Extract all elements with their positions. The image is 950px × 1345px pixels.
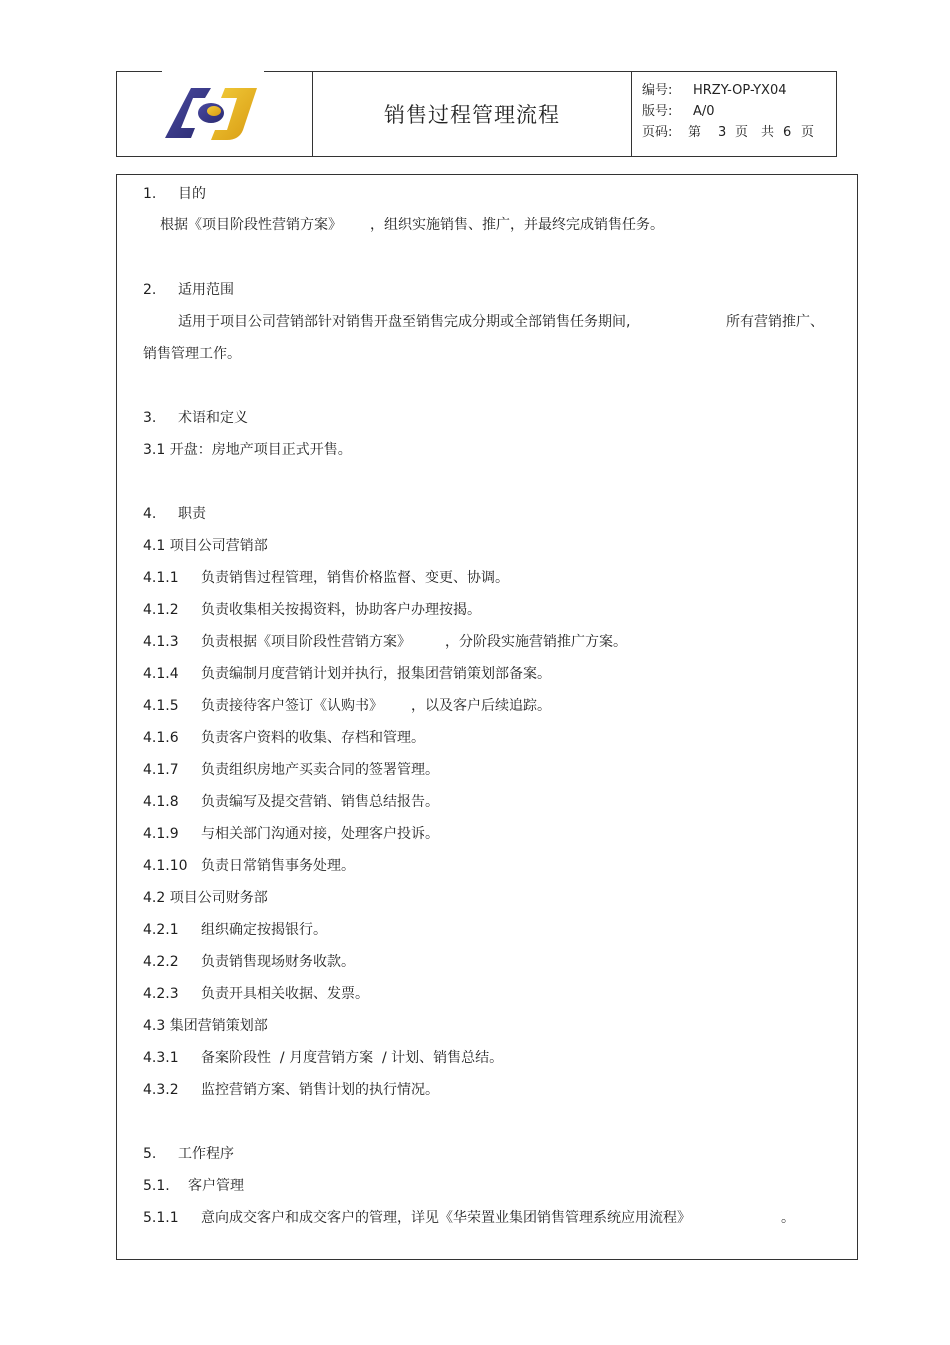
- paragraph-text: 根据《项目阶段性营销方案》: [160, 217, 342, 233]
- section-5-heading: [143, 1145, 234, 1163]
- item-text: 负责销售现场财务收款。: [201, 954, 355, 970]
- item-text: 负责收集相关按揭资料，协助客户办理按揭。: [201, 602, 481, 618]
- list-item: [143, 601, 481, 619]
- section-number: 5.: [143, 1146, 157, 1162]
- item-number: 4.2.3: [143, 986, 179, 1002]
- section-number: 3.: [143, 410, 157, 426]
- section-number: 2.: [143, 282, 157, 298]
- item-number: 4.1.6: [143, 730, 179, 746]
- list-item: [143, 857, 355, 875]
- item-text: 负责日常销售事务处理。: [201, 858, 355, 874]
- list-item: [143, 921, 327, 939]
- list-item: [143, 697, 551, 715]
- item-text: 负责根据《项目阶段性营销方案》: [201, 634, 411, 650]
- list-item: [143, 729, 425, 747]
- item-number: 4.2.2: [143, 954, 179, 970]
- page-prefix: 第: [688, 125, 702, 140]
- section-number: 1.: [143, 186, 157, 202]
- section-4-1: 4.1 项目公司营销部: [143, 538, 268, 554]
- company-logo-icon: [159, 82, 269, 148]
- item-text: 备案阶段性 / 月度营销方案 / 计划、销售总结。: [201, 1050, 504, 1066]
- doc-number-value: HRZY-OP-YX04: [693, 83, 787, 98]
- section-title: 术语和定义: [178, 410, 248, 426]
- version-row: [642, 101, 836, 122]
- section-title: 职责: [178, 506, 206, 522]
- section-title: 工作程序: [178, 1146, 234, 1162]
- section-title: 目的: [178, 186, 206, 202]
- section-1-heading: [143, 185, 206, 203]
- section-number: 4.: [143, 506, 157, 522]
- document-title: 销售过程管理流程: [313, 72, 632, 156]
- item-text: 负责客户资料的收集、存档和管理。: [201, 730, 425, 746]
- item-number: 5.1.1: [143, 1210, 179, 1226]
- item-number: 4.3.2: [143, 1082, 179, 1098]
- item-text: 与相关部门沟通对接，处理客户投诉。: [201, 826, 439, 842]
- item-text: ，分阶段实施营销推广方案。: [445, 634, 627, 650]
- section-2-paragraph: [178, 313, 824, 331]
- section-1-paragraph: [160, 216, 664, 234]
- list-item: [143, 1209, 795, 1227]
- item-number: 4.1.7: [143, 762, 179, 778]
- section-4-2: 4.2 项目公司财务部: [143, 890, 268, 906]
- document-header: [116, 71, 837, 157]
- version-label: 版号:: [642, 104, 673, 119]
- list-item: [143, 633, 627, 651]
- item-number: 5.1.: [143, 1178, 170, 1194]
- section-3-1: 3.1 开盘：房地产项目正式开售。: [143, 442, 352, 458]
- item-number: 4.1.2: [143, 602, 179, 618]
- page-label: 页码:: [642, 125, 673, 140]
- header-border-gap: [162, 70, 264, 74]
- item-text: 监控营销方案、销售计划的执行情况。: [201, 1082, 439, 1098]
- item-number: 4.1.8: [143, 794, 179, 810]
- item-text: 。: [781, 1210, 795, 1226]
- paragraph-text: ，组织实施销售、推广，并最终完成销售任务。: [370, 217, 664, 233]
- section-title: 适用范围: [178, 282, 234, 298]
- item-number: 4.1.9: [143, 826, 179, 842]
- paragraph-text: 适用于项目公司营销部针对销售开盘至销售完成分期或全部销售任务期间,: [178, 314, 631, 330]
- item-number: 4.3.1: [143, 1050, 179, 1066]
- section-4-3: 4.3 集团营销策划部: [143, 1018, 268, 1034]
- item-number: 4.1.10: [143, 858, 188, 874]
- page-number-row: [642, 122, 836, 143]
- list-item: [143, 825, 439, 843]
- item-number: 4.1.1: [143, 570, 179, 586]
- page-total: 6: [783, 125, 792, 140]
- list-item: [143, 953, 355, 971]
- list-item: [143, 665, 551, 683]
- list-item: [143, 985, 369, 1003]
- item-text: 客户管理: [188, 1178, 244, 1194]
- list-item: [143, 793, 439, 811]
- item-text: 负责编写及提交营销、销售总结报告。: [201, 794, 439, 810]
- item-text: 负责销售过程管理，销售价格监督、变更、协调。: [201, 570, 509, 586]
- page-current: 3: [718, 125, 727, 140]
- document-meta: [632, 72, 836, 156]
- page-total-word: 共: [761, 125, 775, 140]
- section-2-heading: [143, 281, 234, 299]
- logo-cell: [117, 72, 313, 156]
- section-4-heading: [143, 505, 206, 523]
- item-text: ，以及客户后续追踪。: [411, 698, 551, 714]
- section-5-1: [143, 1177, 244, 1195]
- item-text: 负责开具相关收据、发票。: [201, 986, 369, 1002]
- item-text: 意向成交客户和成交客户的管理，详见《华荣置业集团销售管理系统应用流程》: [201, 1210, 691, 1226]
- item-text: 组织确定按揭银行。: [201, 922, 327, 938]
- page-suffix: 页: [801, 125, 815, 140]
- doc-number-row: [642, 80, 836, 101]
- list-item: [143, 761, 439, 779]
- doc-number-label: 编号:: [642, 83, 673, 98]
- item-number: 4.2.1: [143, 922, 179, 938]
- item-number: 4.1.3: [143, 634, 179, 650]
- section-3-heading: [143, 409, 248, 427]
- list-item: [143, 1081, 439, 1099]
- section-2-paragraph-cont: 销售管理工作。: [143, 346, 241, 362]
- item-number: 4.1.5: [143, 698, 179, 714]
- item-text: 负责接待客户签订《认购书》: [201, 698, 383, 714]
- page-word: 页: [735, 125, 749, 140]
- paragraph-text: 所有营销推广、: [726, 314, 824, 330]
- version-value: A/0: [693, 104, 715, 119]
- document-body: [116, 174, 858, 1260]
- list-item: [143, 569, 509, 587]
- item-text: 负责编制月度营销计划并执行，报集团营销策划部备案。: [201, 666, 551, 682]
- item-text: 负责组织房地产买卖合同的签署管理。: [201, 762, 439, 778]
- item-number: 4.1.4: [143, 666, 179, 682]
- list-item: [143, 1049, 503, 1067]
